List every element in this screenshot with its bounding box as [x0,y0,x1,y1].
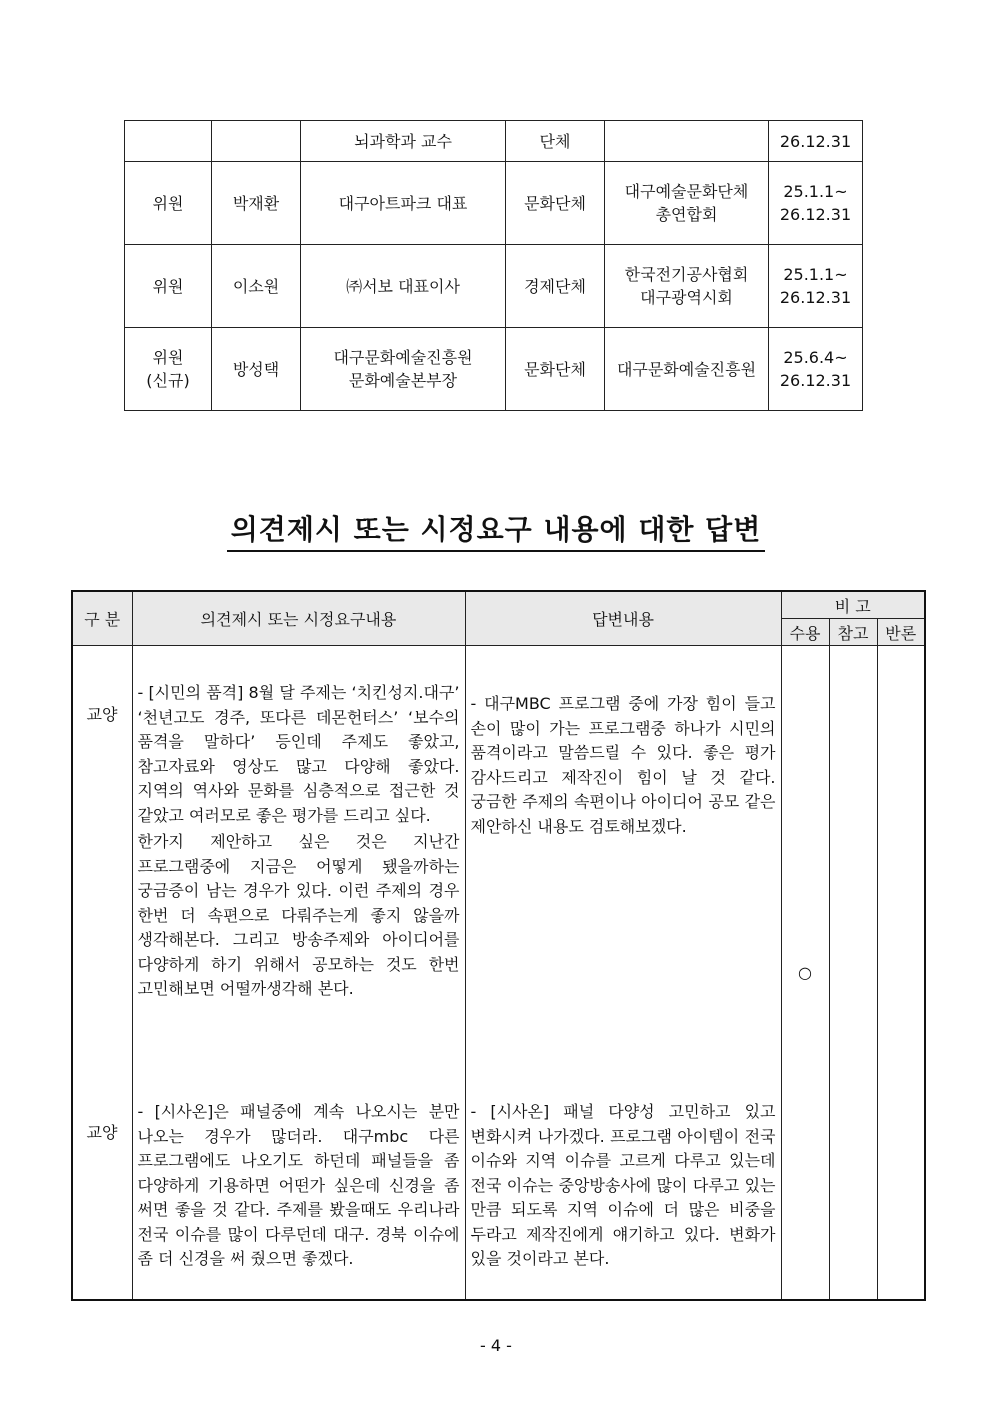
answer-text: - [시사온] 패널 다양성 고민하고 있고 변화시켜 나가겠다. 프로그램 아이템이 전국 이슈와 지역 이슈를 고르게 다루고 있는데 전국 이슈는 중앙방송사에 많이 다루고 있는 만큼 되도록 지역 이슈에 더 많은 비중을 두라고 제작진에게 얘기하고 있다. 변화가 있을 것이라고 본다. [470,1102,776,1268]
accept-mark: ○ [798,962,812,982]
answer-cell [465,646,781,1300]
header-category: 구 분 [72,591,132,646]
opinions-table [71,590,926,1301]
page-number: - 4 - [480,1336,512,1355]
member-name: 박재환 [212,162,301,245]
member-role: 위원 [125,162,212,245]
member-name [212,121,301,162]
accept-cell [781,646,829,1300]
table-row [125,162,863,245]
member-term: 25.1.1~ 26.12.31 [769,162,863,245]
section-title-text: 의견제시 또는 시정요구 내용에 대한 답변 [227,513,766,552]
member-org: 대구문화예술진흥원 [605,328,769,411]
members-table [124,120,863,411]
reference-cell [829,646,877,1300]
member-sector: 경제단체 [506,245,605,328]
member-term: 25.1.1~ 26.12.31 [769,245,863,328]
member-position: ㈜서보 대표이사 [301,245,506,328]
table-row [125,121,863,162]
member-position: 대구아트파크 대표 [301,162,506,245]
member-sector: 단체 [506,121,605,162]
reject-cell [877,646,925,1300]
member-org: 한국전기공사협회 대구광역시회 [605,245,769,328]
header-opinion: 의견제시 또는 시정요구내용 [132,591,465,646]
table-row [125,328,863,411]
opinion-text: - [시민의 품격] 8월 달 주제는 ‘치킨성지.대구’ ‘천년고도 경주, 또다른 데몬헌터스’ ‘보수의 품격을 말하다’ 등인데 주제도 좋았고, 참고자료와 영상도 많고 다양해 좋았다. 지역의 역사와 문화를 심층적으로 접근한 것 같았고 여러모로 좋은 평가를 드리고 싶다. [137,683,460,825]
member-name: 방성택 [212,328,301,411]
member-role: 위원 [125,245,212,328]
header-accept: 수용 [781,619,829,646]
member-position: 대구문화예술진흥원 문화예술본부장 [301,328,506,411]
header-reject: 반론 [877,619,925,646]
member-position: 뇌과학과 교수 [301,121,506,162]
member-org [605,121,769,162]
header-reference: 참고 [829,619,877,646]
member-term: 26.12.31 [769,121,863,162]
header-answer: 답변내용 [465,591,781,646]
member-sector: 문화단체 [506,328,605,411]
table-row [125,245,863,328]
category-label: 교양 [86,1123,118,1142]
table-row [72,646,925,1300]
category-label: 교양 [86,705,118,724]
member-org: 대구예술문화단체 총연합회 [605,162,769,245]
opinion-cell [132,646,465,1300]
opinion-text: 한가지 제안하고 싶은 것은 지난간 프로그램중에 지금은 어떻게 됐을까하는 궁금증이 남는 경우가 있다. 이런 주제의 경우 한번 더 속편으로 다뤄주는게 좋지 않을까 생각해본다. 그리고 방송주제와 아이디어를 다양하게 하기 위해서 공모하는 것도 한번 고민해보면 어떨까생각해 본다. [137,832,460,998]
header-remarks: 비 고 [781,591,925,619]
member-role: 위원 (신규) [125,328,212,411]
member-role [125,121,212,162]
header-row [72,591,925,619]
section-title [0,508,992,548]
opinion-text: - [시사온]은 패널중에 계속 나오시는 분만 나오는 경우가 많더라. 대구mbc 다른 프로그램에도 나오기도 하던데 패널들을 좀 다양하게 기용하면 어떤가 싶은데 신경을 좀 써면 좋을 것 같다. 주제를 봤을때도 우리나라 전국 이슈를 많이 다루던데 대구. 경북 이슈에 좀 더 신경을 써 줬으면 좋겠다. [137,1102,460,1268]
member-name: 이소원 [212,245,301,328]
answer-text: - 대구MBC 프로그램 중에 가장 힘이 들고 손이 많이 가는 프로그램중 하나가 시민의 품격이라고 말씀드릴 수 있다. 좋은 평가 감사드리고 제작진이 힘이 날 것 같다. 궁금한 주제의 속편이나 아이디어 공모 같은 제안하신 내용도 검토해보겠다. [470,694,776,836]
category-cell [72,646,132,1300]
member-sector: 문화단체 [506,162,605,245]
member-term: 25.6.4~ 26.12.31 [769,328,863,411]
